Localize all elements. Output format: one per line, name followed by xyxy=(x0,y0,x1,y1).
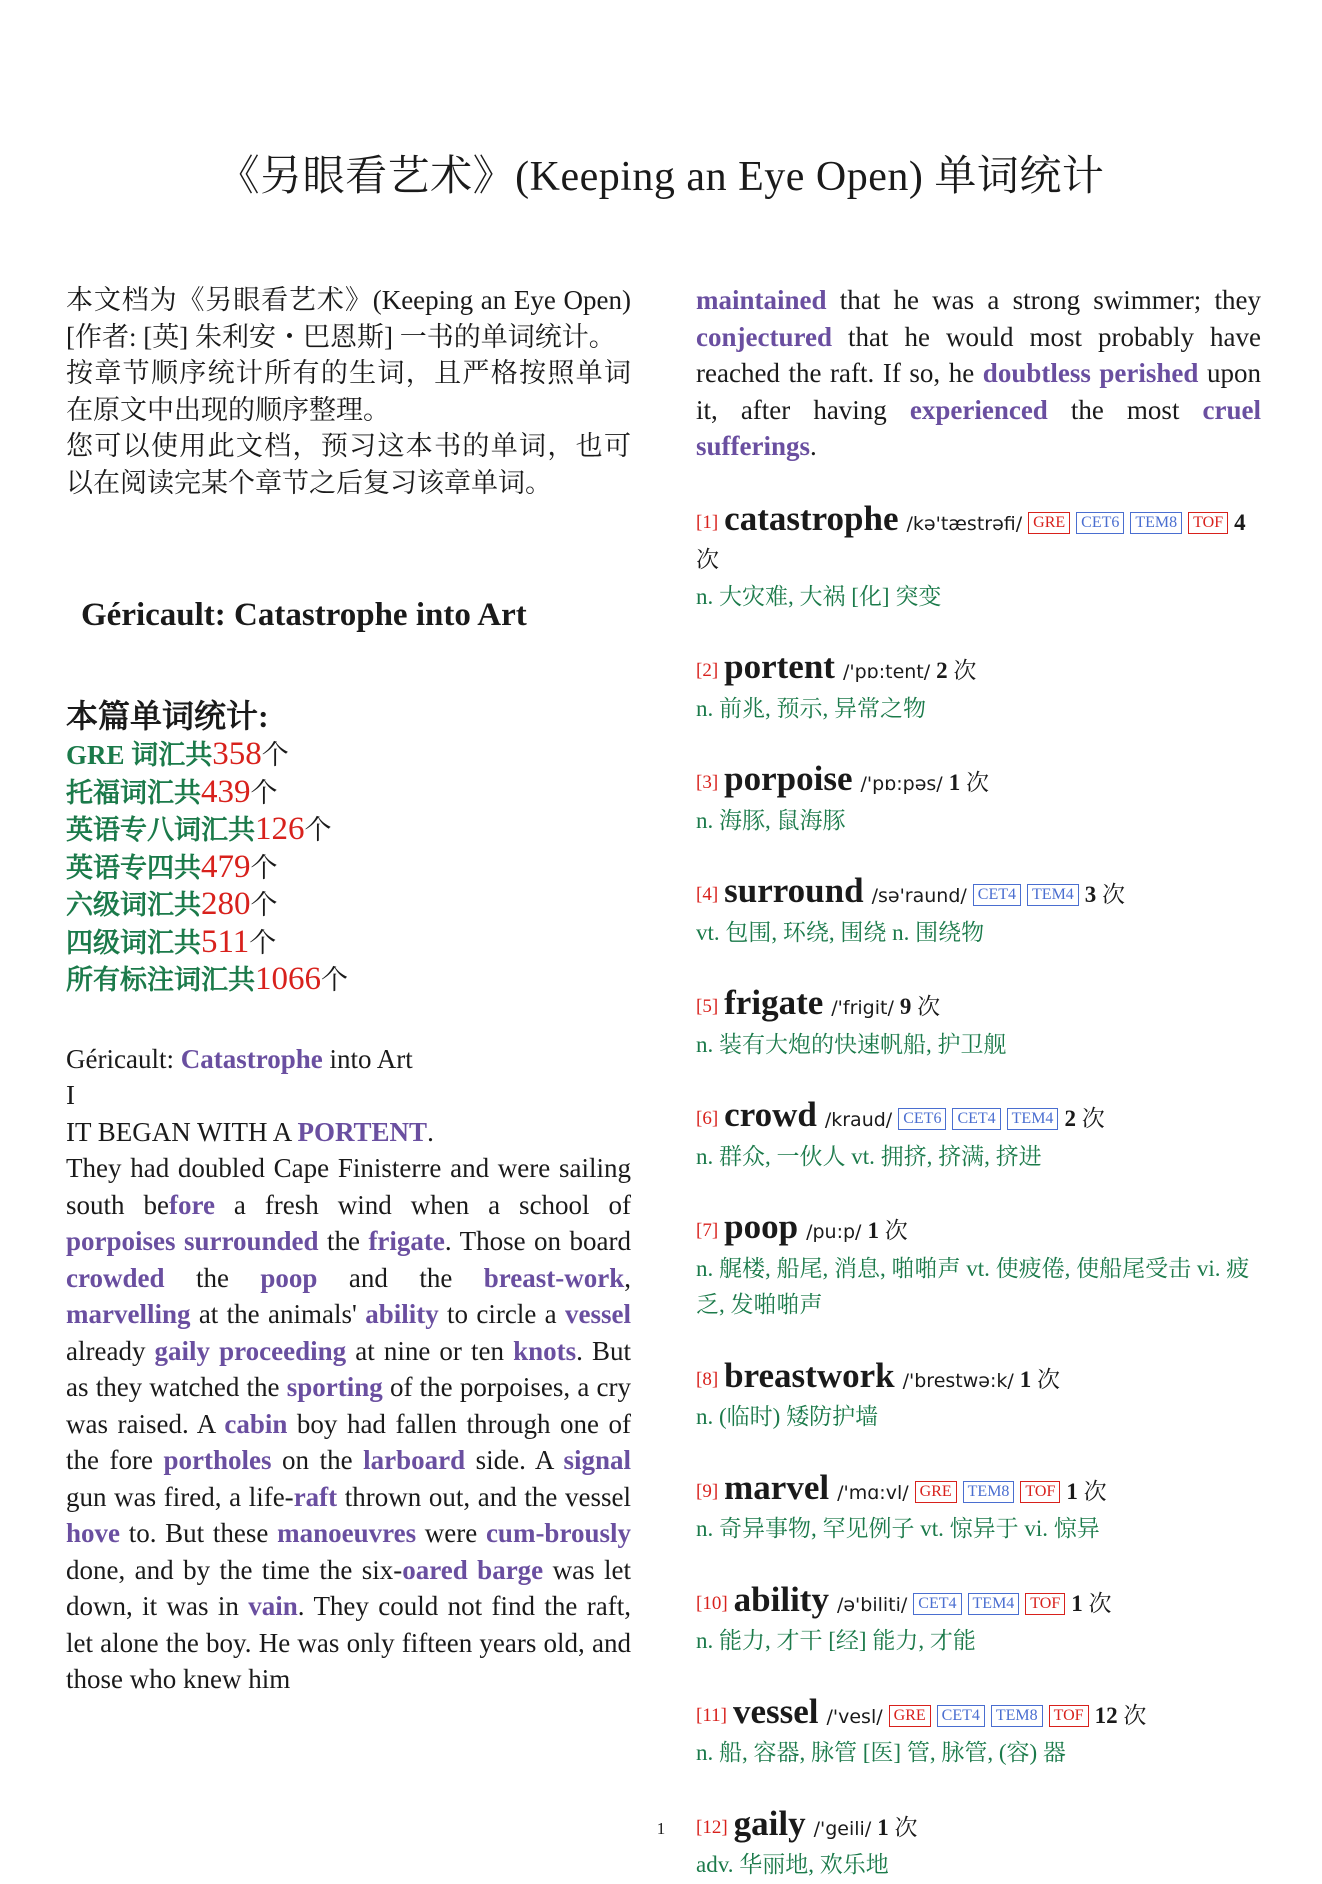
entry-word[interactable]: catastrophe xyxy=(724,498,899,538)
entry-head xyxy=(696,761,1261,803)
level-tag: CET6 xyxy=(1076,512,1124,534)
entry-phonetic: /'mɑ:vl/ xyxy=(837,1481,909,1504)
entry-word[interactable]: ability xyxy=(733,1579,829,1619)
passage-line: IT BEGAN WITH A PORTENT. xyxy=(66,1116,434,1147)
entry-phonetic: /ə'biliti/ xyxy=(836,1593,908,1616)
stat-label: 英语专四共 xyxy=(66,852,201,883)
entry-index: [12] xyxy=(696,1816,728,1838)
level-tag: TEM8 xyxy=(963,1481,1015,1503)
entry-definition: n. 大灾难, 大祸 [化] 突变 xyxy=(696,583,942,609)
intro xyxy=(66,282,631,501)
entry-definition: n. (临时) 矮防护墙 xyxy=(696,1404,879,1429)
vocab-word[interactable]: cabin xyxy=(224,1408,288,1439)
entry-index: [10] xyxy=(696,1592,728,1614)
stats-title: 本篇单词统计: xyxy=(66,698,269,734)
entry-definition: n. 海豚, 鼠海豚 xyxy=(696,807,846,833)
entry-head xyxy=(696,873,1261,915)
stat-count: 511 xyxy=(201,923,250,960)
entry-head xyxy=(696,1097,1261,1139)
stat-count: 439 xyxy=(201,773,251,810)
entry-head xyxy=(696,1691,1261,1736)
entry-word[interactable]: gaily xyxy=(733,1803,806,1843)
stat-unit: 个 xyxy=(304,815,332,845)
vocab-entry xyxy=(696,873,1261,951)
entry-word[interactable]: porpoise xyxy=(724,759,853,798)
entry-index: [6] xyxy=(696,1108,719,1129)
entry-count: 9 次 xyxy=(899,994,941,1019)
vocab-entry xyxy=(696,1209,1261,1324)
vocab-word[interactable]: ability xyxy=(365,1299,439,1329)
entry-word[interactable]: poop xyxy=(724,1207,799,1246)
level-tag: TEM8 xyxy=(991,1705,1043,1727)
entry-phonetic: /pu:p/ xyxy=(806,1221,862,1243)
vocab-word[interactable]: vessel xyxy=(565,1299,631,1329)
level-tag: CET4 xyxy=(937,1705,985,1727)
vocab-word[interactable]: manoeuvres xyxy=(277,1518,417,1548)
entry-count: 1 次 xyxy=(948,770,989,795)
entry-definition: n. 能力, 才干 [经] 能力, 才能 xyxy=(696,1628,976,1653)
vocab-word[interactable]: marvelling xyxy=(66,1299,191,1329)
vocab-word[interactable]: portholes xyxy=(163,1445,272,1475)
vocab-word[interactable]: cruel sufferings xyxy=(696,394,1261,461)
vocab-word[interactable]: maintained xyxy=(696,285,827,315)
passage xyxy=(66,1041,631,1698)
entry-head xyxy=(696,1579,1261,1624)
stat-line xyxy=(66,961,631,999)
vocab-entry xyxy=(696,1579,1261,1660)
level-tag: CET4 xyxy=(913,1593,961,1615)
vocab-word[interactable]: larboard xyxy=(363,1445,466,1475)
page-number: 1 xyxy=(656,1819,666,1838)
entry-word[interactable]: frigate xyxy=(724,983,824,1022)
vocab-word[interactable]: sporting xyxy=(286,1372,383,1402)
entry-phonetic: /'vesl/ xyxy=(826,1705,883,1728)
vocab-word[interactable]: hove xyxy=(66,1518,120,1548)
entry-phonetic: /kə'tæstrəfi/ xyxy=(906,512,1023,535)
passage-paragraph: They had doubled Cape Finisterre and were sailing south before a fresh wind when a school of porpoises surrounded the frigate. Those on board crowded the poop and the breast-work, marvelling at the animals' ability to circle a vessel already gaily proceeding at nine or ten knots. But as they watched the sporting of the porpoises, a cry was raised. A cabin boy had fallen through one of the fore portholes on the larboard side. A signal gun was fired, a life-raft thrown out, and the vessel hove to. But these manoeuvres were cum-brously done, and by the time the six-oared barge was let down, it was in vain. They could not find the raft, let alone the boy. He was only fifteen years old, and those who knew him xyxy=(66,1153,632,1694)
level-tag: CET4 xyxy=(952,1108,1000,1130)
vocab-word[interactable]: crowded xyxy=(66,1262,165,1293)
vocab-word[interactable]: Catastrophe xyxy=(180,1043,323,1074)
entry-phonetic: /kraud/ xyxy=(824,1109,893,1131)
stat-label: 托福词汇共 xyxy=(66,777,201,808)
stat-unit: 个 xyxy=(249,927,277,958)
entry-head xyxy=(696,1355,1261,1400)
entry-index: [7] xyxy=(696,1220,719,1241)
intro-para: 按章节顺序统计所有的生词，且严格按照单词在原文中出现的顺序整理。 xyxy=(66,358,631,425)
entry-count: 12 次 xyxy=(1094,1702,1147,1728)
entry-word[interactable]: crowd xyxy=(724,1095,817,1134)
entry-count: 3 次 xyxy=(1084,882,1126,907)
stats-list xyxy=(66,736,631,999)
vocab-entry xyxy=(696,1467,1261,1548)
entry-head xyxy=(696,1209,1261,1251)
vocab-word[interactable]: gaily proceeding xyxy=(154,1335,347,1366)
entry-head xyxy=(696,1467,1261,1512)
vocab-word[interactable]: vain xyxy=(248,1591,298,1621)
level-tag: CET4 xyxy=(973,884,1021,906)
entry-phonetic: /'geili/ xyxy=(813,1817,872,1840)
stat-count: 479 xyxy=(201,848,251,885)
entry-word[interactable]: portent xyxy=(724,647,835,686)
vocab-entry xyxy=(696,1691,1261,1772)
chapter-heading: Géricault: Catastrophe into Art xyxy=(81,597,527,633)
vocab-word[interactable]: fore xyxy=(168,1189,215,1220)
entry-definition: vt. 包围, 环绕, 围绕 n. 围绕物 xyxy=(696,919,985,945)
stat-label: 四级词汇共 xyxy=(66,927,201,958)
right-column xyxy=(696,282,1261,1884)
stat-line xyxy=(66,774,631,812)
vocab-entry xyxy=(696,1097,1261,1175)
vocab-word[interactable]: conjectured xyxy=(696,321,832,352)
entry-head xyxy=(696,649,1261,691)
entry-phonetic: /sə'raund/ xyxy=(871,885,967,907)
entry-index: [11] xyxy=(696,1704,727,1726)
stat-line xyxy=(66,849,631,887)
entry-word[interactable]: vessel xyxy=(732,1691,819,1731)
stat-unit: 个 xyxy=(321,965,348,995)
stat-unit: 个 xyxy=(250,852,278,883)
entry-count: 2 次 xyxy=(936,658,977,683)
level-tag: TEM4 xyxy=(1007,1108,1059,1130)
stat-line xyxy=(66,811,631,849)
page-title: 《另眼看艺术》(Keeping an Eye Open) 单词统计 xyxy=(217,154,1105,200)
level-tag: TOF xyxy=(1020,1481,1060,1503)
stat-label: GRE 词汇共 xyxy=(66,740,213,770)
entry-index: [8] xyxy=(696,1368,719,1390)
passage-line: I xyxy=(66,1080,75,1110)
entry-head xyxy=(696,498,1261,579)
intro-para: 您可以使用此文档，预习这本书的单词，也可以在阅读完某个章节之后复习该章单词。 xyxy=(66,431,631,498)
vocab-word[interactable]: breast-work xyxy=(483,1262,625,1293)
stat-count: 358 xyxy=(212,736,262,772)
vocab-word[interactable]: doubtless perished xyxy=(982,358,1199,388)
entry-index: [3] xyxy=(696,772,719,793)
vocab-word[interactable]: raft xyxy=(293,1481,338,1512)
stat-label: 所有标注词汇共 xyxy=(66,965,255,995)
stat-line xyxy=(66,886,631,924)
level-tag: TEM8 xyxy=(1130,512,1182,534)
passage-line: Géricault: Catastrophe into Art xyxy=(66,1043,413,1074)
vocab-word[interactable]: cum-brously xyxy=(485,1518,631,1548)
vocab-word[interactable]: poop xyxy=(260,1262,318,1293)
stat-label: 英语专八词汇共 xyxy=(66,815,255,845)
intro-para: 本文档为《另眼看艺术》(Keeping an Eye Open)[作者: [英] 朱利安・巴恩斯] 一书的单词统计。 xyxy=(66,285,631,352)
entry-count: 1 次 xyxy=(877,1814,918,1840)
stat-count: 280 xyxy=(201,886,251,922)
vocab-word[interactable]: oared barge xyxy=(402,1554,544,1585)
entry-index: [4] xyxy=(696,884,719,905)
entry-phonetic: /'pɒ:tent/ xyxy=(842,661,931,683)
vocab-word[interactable]: porpoises surrounded xyxy=(66,1226,319,1256)
vocab-entry xyxy=(696,649,1261,727)
level-tag: TOF xyxy=(1188,512,1228,534)
entry-index: [9] xyxy=(696,1480,719,1502)
vocab-word[interactable]: signal xyxy=(563,1445,631,1475)
entry-definition: n. 船, 容器, 脉管 [医] 管, 脉管, (容) 器 xyxy=(696,1740,1066,1765)
vocab-word[interactable]: knots xyxy=(513,1335,577,1366)
level-tag: GRE xyxy=(915,1481,957,1503)
level-tag: CET6 xyxy=(898,1108,946,1130)
entry-definition: n. 艉楼, 船尾, 消息, 啪啪声 vt. 使疲倦, 使船尾受击 vi. 疲乏, 发啪啪声 xyxy=(696,1255,1250,1317)
level-tag: TOF xyxy=(1025,1593,1065,1615)
entry-count: 1 次 xyxy=(867,1218,908,1243)
level-tag: TOF xyxy=(1049,1705,1089,1727)
entry-definition: n. 群众, 一伙人 vt. 拥挤, 挤满, 挤进 xyxy=(696,1143,1042,1169)
vocab-entry xyxy=(696,1803,1261,1884)
entry-index: [1] xyxy=(696,511,719,533)
stat-line xyxy=(66,736,631,774)
entry-count: 1 次 xyxy=(1066,1478,1107,1504)
stat-unit: 个 xyxy=(250,777,278,808)
entry-definition: n. 装有大炮的快速帆船, 护卫舰 xyxy=(696,1031,1007,1057)
stat-line xyxy=(66,924,631,962)
vocab-entry xyxy=(696,761,1261,839)
stat-unit: 个 xyxy=(261,740,289,770)
stat-unit: 个 xyxy=(250,890,278,920)
entry-word[interactable]: breastwork xyxy=(724,1355,895,1395)
entry-definition: n. 前兆, 预示, 异常之物 xyxy=(696,695,926,721)
entry-head xyxy=(696,985,1261,1027)
entry-index: [5] xyxy=(696,996,719,1017)
vocab-entry xyxy=(696,985,1261,1063)
vocab-word[interactable]: frigate xyxy=(368,1226,445,1256)
entry-definition: n. 奇异事物, 罕见例子 vt. 惊异于 vi. 惊异 xyxy=(696,1516,1100,1541)
vocab-entry xyxy=(696,1355,1261,1436)
vocab-entry xyxy=(696,498,1261,616)
vocab-word[interactable]: PORTENT xyxy=(297,1116,428,1147)
entry-definition: adv. 华丽地, 欢乐地 xyxy=(696,1852,889,1877)
entry-index: [2] xyxy=(696,660,719,681)
vocab-word[interactable]: experienced xyxy=(909,394,1048,425)
entry-count: 1 次 xyxy=(1071,1590,1112,1616)
entry-count: 4 次 xyxy=(696,509,1246,572)
stat-label: 六级词汇共 xyxy=(66,890,201,920)
level-tag: GRE xyxy=(889,1705,931,1727)
entry-count: 2 次 xyxy=(1064,1106,1105,1131)
level-tag: TEM4 xyxy=(1027,884,1079,906)
stat-count: 1066 xyxy=(255,961,321,997)
entry-phonetic: /'brestwə:k/ xyxy=(902,1369,1014,1392)
entry-word[interactable]: marvel xyxy=(724,1467,830,1507)
passage-continuation: maintained that he was a strong swimmer; they conjectured that he would most probably have reached the raft. If so, he doubtless perished upon it, after having experienced the most cruel sufferings. xyxy=(696,285,1261,461)
left-column xyxy=(66,282,631,1698)
stat-count: 126 xyxy=(255,811,305,847)
level-tag: TEM4 xyxy=(968,1593,1020,1615)
level-tag: GRE xyxy=(1028,512,1070,534)
entry-count: 1 次 xyxy=(1019,1366,1061,1392)
vocab-entry-list xyxy=(696,498,1261,1884)
entry-phonetic: /'frigit/ xyxy=(831,997,894,1019)
entry-word[interactable]: surround xyxy=(724,871,864,910)
entry-phonetic: /'pɒ:pəs/ xyxy=(860,773,943,795)
